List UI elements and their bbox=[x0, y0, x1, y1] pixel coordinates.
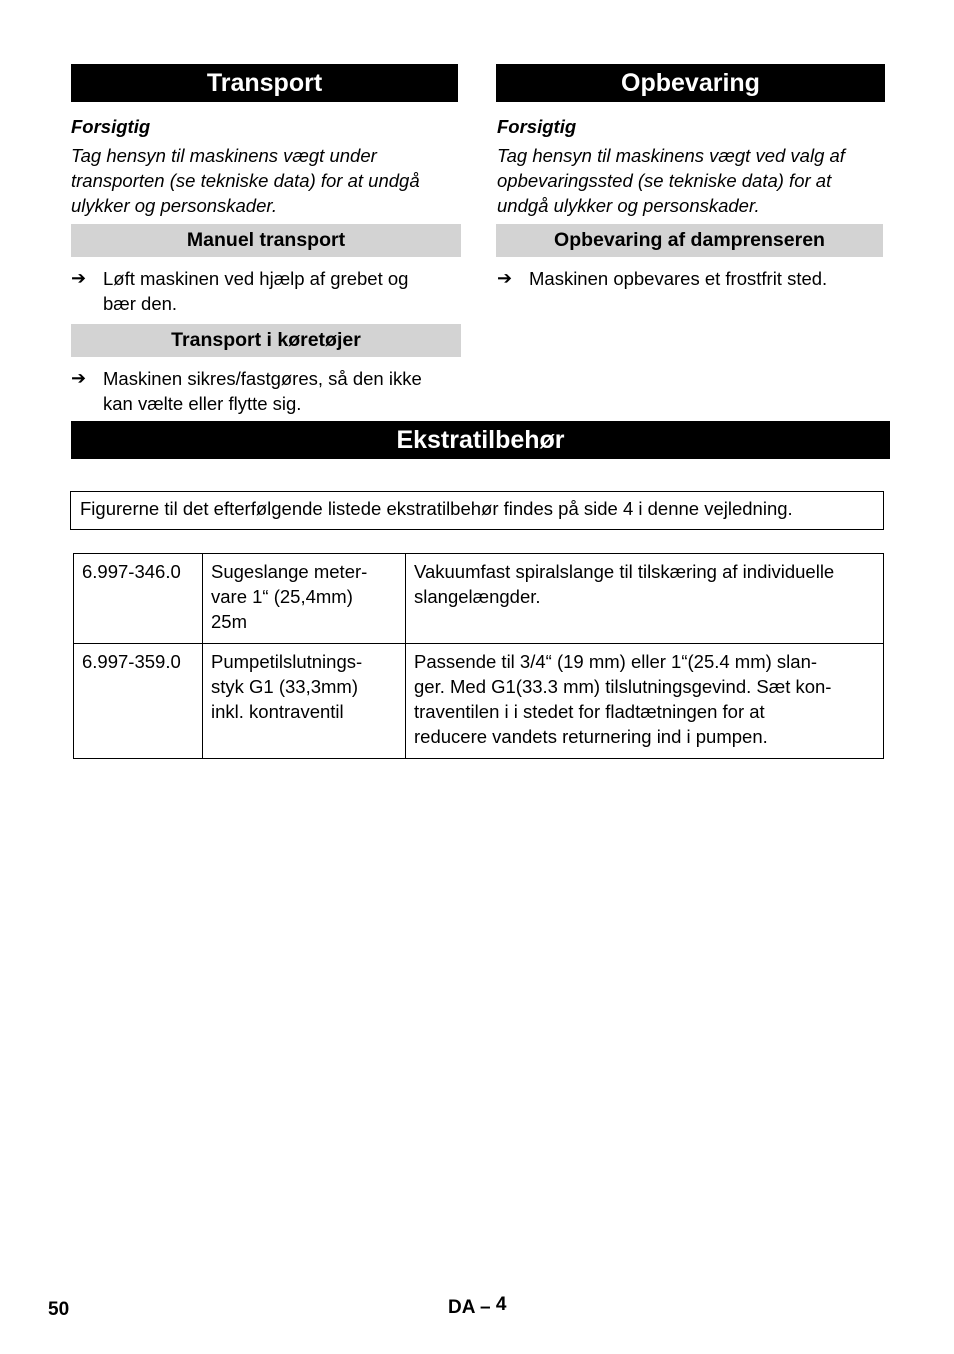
accessories-note bbox=[70, 491, 884, 530]
cell-line: Pumpetilslutnings- bbox=[211, 651, 363, 672]
storage-caution-text bbox=[497, 143, 897, 218]
transport-heading: Transport bbox=[71, 64, 458, 102]
cell-line: Passende til 3/4“ (19 mm) eller 1“(25.4 mm) slan- bbox=[414, 651, 818, 672]
instruction-line: Maskinen sikres/fastgøres, så den ikke bbox=[103, 368, 422, 389]
arrow-right-icon: ➔ bbox=[497, 268, 513, 288]
accessories-table bbox=[73, 553, 884, 759]
instruction-line: Løft maskinen ved hjælp af grebet og bbox=[103, 268, 409, 289]
cell-line: reducere vandets returnering ind i pumpen. bbox=[414, 726, 768, 747]
part-number-cell: 6.997-346.0 bbox=[74, 554, 203, 644]
instruction-line: kan vælte eller flytte sig. bbox=[103, 393, 302, 414]
part-name-cell bbox=[203, 644, 406, 759]
caution-line: Tag hensyn til maskinens vægt under bbox=[71, 145, 377, 166]
caution-line: transporten (se tekniske data) for at undgå bbox=[71, 170, 420, 191]
section-page-label bbox=[448, 1294, 507, 1319]
cell-line: traventilen i i stedet for fladtætningen for at bbox=[414, 701, 765, 722]
cell-line: Vakuumfast spiralslange til tilskæring af individuelle bbox=[414, 561, 835, 582]
storage-heading: Opbevaring bbox=[496, 64, 885, 102]
note-text: Figurerne til det efterfølgende listede ekstratilbehør findes på side 4 i denne vejledning. bbox=[80, 498, 793, 519]
caution-line: opbevaringssted (se tekniske data) for at bbox=[497, 170, 832, 191]
caution-line: ulykker og personskader. bbox=[71, 195, 278, 216]
accessories-heading: Ekstratilbehør bbox=[71, 421, 890, 459]
cell-line: 25m bbox=[211, 611, 247, 632]
part-description-cell bbox=[406, 554, 884, 644]
steam-cleaner-storage-instruction bbox=[497, 266, 897, 291]
cell-line: vare 1“ (25,4mm) bbox=[211, 586, 353, 607]
instruction-line: Maskinen opbevares et frostfrit sted. bbox=[529, 268, 828, 289]
table-row bbox=[74, 554, 884, 644]
arrow-right-icon: ➔ bbox=[71, 368, 87, 388]
part-description-cell bbox=[406, 644, 884, 759]
cell-line: inkl. kontraventil bbox=[211, 701, 344, 722]
table-row bbox=[74, 644, 884, 759]
section-label: DA – bbox=[448, 1297, 491, 1318]
manual-transport-heading: Manuel transport bbox=[71, 224, 461, 257]
transport-caution-label: Forsigtig bbox=[71, 116, 151, 137]
part-name-cell bbox=[203, 554, 406, 644]
cell-line: styk G1 (33,3mm) bbox=[211, 676, 358, 697]
vehicle-transport-instruction bbox=[71, 366, 471, 416]
steam-cleaner-storage-heading: Opbevaring af damprenseren bbox=[496, 224, 883, 257]
manual-transport-instruction bbox=[71, 266, 471, 316]
caution-line: Tag hensyn til maskinens vægt ved valg af bbox=[497, 145, 845, 166]
transport-caution-text bbox=[71, 143, 471, 218]
part-number-cell: 6.997-359.0 bbox=[74, 644, 203, 759]
cell-line: slangelængder. bbox=[414, 586, 541, 607]
arrow-right-icon: ➔ bbox=[71, 268, 87, 288]
storage-caution-label: Forsigtig bbox=[497, 116, 577, 137]
cell-line: ger. Med G1(33.3 mm) tilslutningsgevind. Sæt kon- bbox=[414, 676, 832, 697]
caution-line: undgå ulykker og personskader. bbox=[497, 195, 760, 216]
page-number: 50 bbox=[48, 1299, 70, 1320]
vehicle-transport-heading: Transport i køretøjer bbox=[71, 324, 461, 357]
cell-line: Sugeslange meter- bbox=[211, 561, 368, 582]
section-page: 4 bbox=[495, 1294, 507, 1315]
instruction-line: bær den. bbox=[103, 293, 178, 314]
